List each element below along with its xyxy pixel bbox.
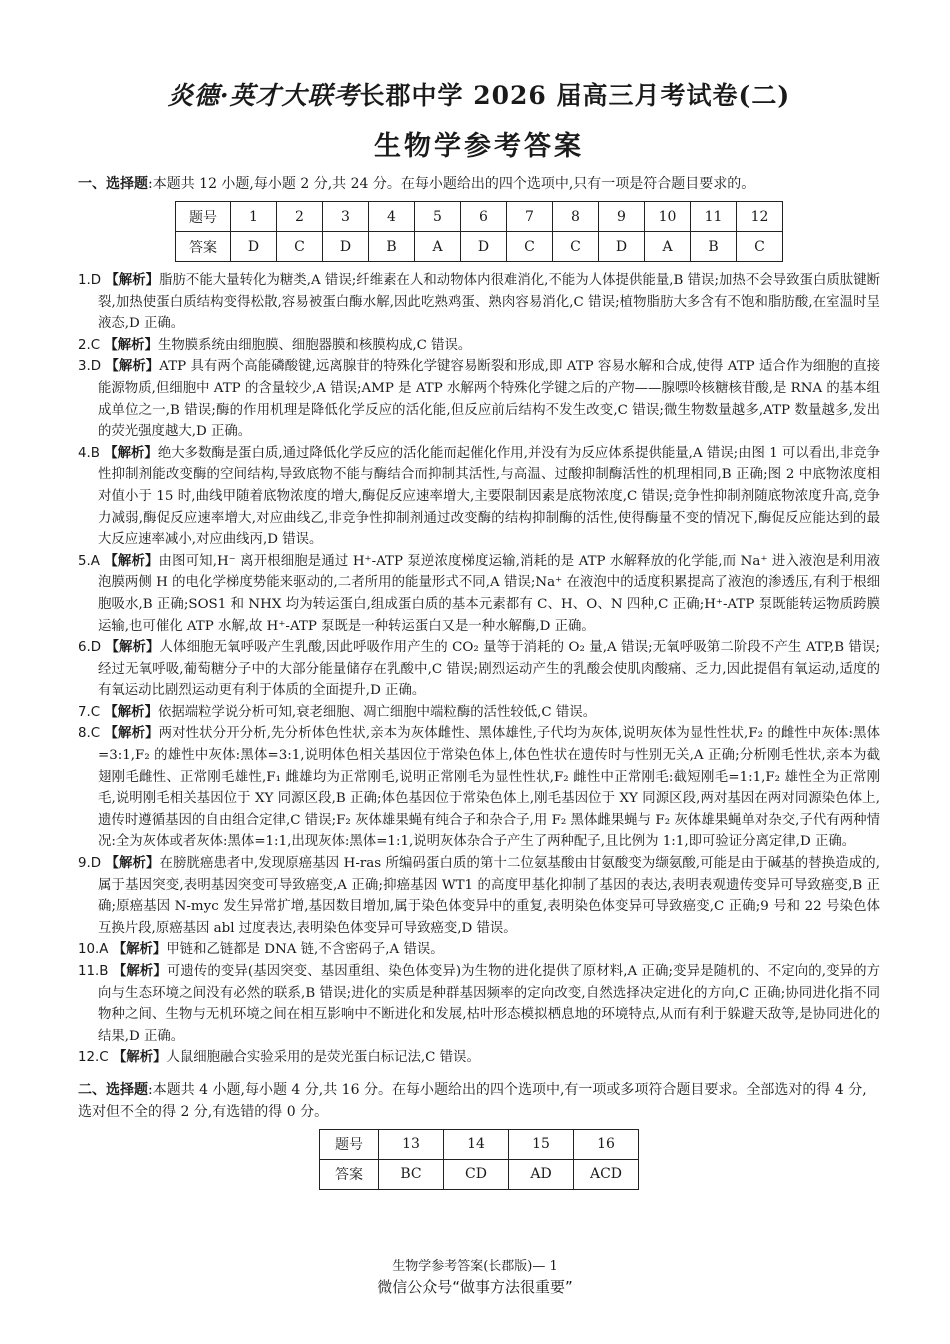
table-cell: C: [553, 232, 599, 262]
item-number: 11.B: [78, 964, 109, 979]
table-cell: 5: [415, 202, 461, 232]
table-cell: 6: [461, 202, 507, 232]
item-tag: 【解析】: [104, 725, 159, 742]
table-cell: 15: [509, 1129, 574, 1159]
explanation-item-11: [78, 961, 880, 1047]
item-text: 甲链和乙链都是 DNA 链,不含密码子,A 错误。: [166, 942, 444, 958]
item-text: 脂肪不能大量转化为糖类,A 错误;纤维素在人和动物体内很难消化,不能为人体提供能量,B 错误;加热不会导致蛋白质肽键断裂,加热使蛋白质结构变得松散,容易被蛋白酶水解,因此吃熟鸡蛋、熟肉容易消化,C 错误;植物脂肪大多含有不饱和脂肪酸,在室温时呈液态,D 正确。: [98, 273, 881, 332]
table-cell: 13: [379, 1129, 444, 1159]
item-tag: 【解析】: [112, 963, 167, 979]
explanation-item-10: [78, 939, 880, 961]
wechat-caption: 微信公众号“做事方法很重要”: [377, 1278, 573, 1296]
section1-answer-table: [175, 201, 783, 262]
item-number: 5.A: [78, 553, 100, 569]
item-number: 2.C: [78, 337, 101, 353]
section2-heading: [78, 1079, 880, 1123]
table-cell: 9: [599, 202, 645, 232]
table-cell: B: [691, 232, 737, 262]
table-cell: A: [645, 232, 691, 262]
exam-brand: 炎德·英才大联考: [167, 81, 360, 110]
table-cell: C: [737, 232, 783, 262]
table-cell: C: [277, 232, 323, 262]
table-cell: 7: [507, 202, 553, 232]
item-number: 3.D: [78, 359, 102, 375]
table-row-questions: [320, 1129, 639, 1159]
item-tag: 【解析】: [105, 639, 160, 656]
table-row-questions: [176, 202, 783, 232]
table-header-question: 题号: [320, 1129, 379, 1159]
table-cell: 16: [574, 1129, 639, 1159]
item-number: 7.C: [78, 704, 101, 720]
table-cell: AD: [509, 1159, 574, 1189]
explanation-item-8: [78, 723, 880, 853]
answer-sheet-page: [78, 70, 880, 1198]
explanation-item-9: [78, 853, 880, 939]
table-cell: 1: [231, 202, 277, 232]
table-cell: 3: [323, 202, 369, 232]
table-cell: D: [231, 232, 277, 262]
item-text: 生物膜系统由细胞膜、细胞器膜和核膜构成,C 错误。: [157, 337, 472, 353]
item-text: ATP 具有两个高能磷酸键,远离腺苷的特殊化学键容易断裂和形成,即 ATP 容易水解和合成,使得 ATP 适合作为细胞的直接能源物质,但细胞中 ATP 的含量较少,A 错误;AMP 是 ATP 水解两个特殊化学键之后的产物——腺嘌呤核糖核苷酸,是 RNA 的基本组成单位之一,B 错误;酶的作用机理是降低化学反应的活化能,但反应前后结构不发生改变,C 错误;微生物数量越多,ATP 数量越多,发出的荧光强度越大,D 正确。: [98, 359, 881, 440]
table-cell: ACD: [574, 1159, 639, 1189]
item-text: 人体细胞无氧呼吸产生乳酸,因此呼吸作用产生的 CO₂ 量等于消耗的 O₂ 量,A 错误;无氧呼吸第二阶段不产生 ATP,B 错误;经过无氧呼吸,葡萄糖分子中的大部分能量储存在乳酸中,C 错误;剧烈运动产生的乳酸会使肌肉酸痛、乏力,因此提倡有氧运动,适度的有氧运动比剧烈运动更有利于体质的全面提升,D 正确。: [98, 640, 880, 699]
table-row-answers: [176, 232, 783, 262]
item-text: 人鼠细胞融合实验采用的是荧光蛋白标记法,C 错误。: [166, 1050, 480, 1066]
item-tag: 【解析】: [105, 855, 160, 872]
table-cell: CD: [444, 1159, 509, 1189]
table-cell: C: [507, 232, 553, 262]
section2-description: :本题共 4 小题,每小题 4 分,共 16 分。在每小题给出的四个选项中,有一项或多项符合题目要求。全部选对的得 4 分,选对但不全的得 2 分,有选错的得 0 分。: [78, 1081, 867, 1120]
item-number: 6.D: [78, 640, 102, 656]
section2-answer-table: [319, 1129, 639, 1190]
explanation-item-7: [78, 702, 880, 724]
item-tag: 【解析】: [104, 703, 158, 720]
item-tag: 【解析】: [105, 272, 160, 288]
item-text: 由图可知,H⁻ 离开根细胞是通过 H⁺-ATP 泵逆浓度梯度运输,消耗的是 ATP 水解释放的化学能,而 Na⁺ 进入液泡是利用液泡膜两侧 H 的电化学梯度势能来驱动的,二者所用的能量形式不同,A 错误;Na⁺ 在液泡中的适度积累提高了液泡的渗透压,有利于根细胞吸水,B 正确;SOS1 和 NHX 均为转运蛋白,组成蛋白质的基本元素都有 C、H、O、N 四种,C 正确;H⁺-ATP 泵既能转运物质跨膜运输,也可催化 ATP 水解,故 H⁺-ATP 泵既是一种转运蛋白又是一种水解酶,D 正确。: [98, 553, 881, 634]
item-tag: 【解析】: [112, 1049, 167, 1066]
table-cell: D: [323, 232, 369, 262]
item-tag: 【解析】: [112, 941, 167, 958]
explanation-item-6: [78, 637, 880, 702]
item-number: 1.D: [78, 273, 102, 288]
table-header-question: 题号: [176, 202, 231, 232]
table-cell: D: [461, 232, 507, 262]
explanation-item-12: [78, 1047, 880, 1069]
item-tag: 【解析】: [104, 552, 159, 569]
table-cell: 10: [645, 202, 691, 232]
table-cell: D: [599, 232, 645, 262]
explanation-item-1: [78, 270, 880, 335]
explanation-item-4: [78, 443, 880, 551]
table-cell: A: [415, 232, 461, 262]
table-cell: 14: [444, 1129, 509, 1159]
exam-name: 长郡中学 2026 届高三月考试卷(二): [359, 81, 791, 110]
section1-description: :本题共 12 小题,每小题 2 分,共 24 分。在每小题给出的四个选项中,只有一项是符合题目要求的。: [148, 176, 756, 192]
table-cell: 4: [369, 202, 415, 232]
section1-title: 一、选择题: [78, 176, 148, 192]
table-row-answers: [320, 1159, 639, 1189]
table-header-answer: 答案: [320, 1159, 379, 1189]
document-subtitle: 生物学参考答案: [374, 131, 584, 162]
item-number: 12.C: [78, 1050, 109, 1066]
section2-title: 二、选择题: [78, 1081, 148, 1098]
table-cell: 11: [691, 202, 737, 232]
table-cell: BC: [379, 1159, 444, 1189]
item-tag: 【解析】: [105, 358, 160, 375]
page-footer: 生物学参考答案(长郡版)— 1: [392, 1259, 558, 1274]
item-number: 9.D: [78, 856, 102, 872]
item-text: 绝大多数酶是蛋白质,通过降低化学反应的活化能而起催化作用,并没有为反应体系提供能量,A 错误;由图 1 可以看出,非竞争性抑制剂能改变酶的空间结构,导致底物不能与酶结合而抑制其活性,与高温、过酸抑制酶活性的机理相同,B 正确;图 2 中底物浓度相对值小于 15 时,曲线甲随着底物浓度的增大,酶促反应速率增大,主要限制因素是底物浓度,C 错误;竞争性抑制剂随底物浓度升高,竞争力减弱,酶促反应速率增大,对应曲线乙,非竞争性抑制剂通过改变酶的结构抑制酶的活性,使得酶量不变的情况下,酶促反应能达到的最大反应速率减小,对应曲线丙,D 错误。: [98, 445, 880, 548]
item-text: 可遗传的变异(基因突变、基因重组、染色体变异)为生物的进化提供了原材料,A 正确;变异是随机的、不定向的,变异的方向与生态环境之间没有必然的联系,B 错误;进化的实质是种群基因频率的定向改变,自然选择决定进化的方向,C 正确;协同进化指不同物种之间、生物与无机环境之间在相互影响中不断进化和发展,枯叶形态模拟栖息地的环境特点,从而有利于躲避天敌等,是协同进化的结果,D 正确。: [98, 964, 880, 1044]
item-tag: 【解析】: [104, 336, 158, 353]
table-cell: B: [369, 232, 415, 262]
explanation-item-3: [78, 356, 880, 442]
item-number: 8.C: [78, 726, 101, 742]
explanation-item-2: [78, 335, 880, 357]
table-cell: 12: [737, 202, 783, 232]
item-text: 依据端粒学说分析可知,衰老细胞、凋亡细胞中端粒酶的活性较低,C 错误。: [157, 704, 597, 720]
explanation-item-5: [78, 551, 880, 637]
table-cell: 2: [277, 202, 323, 232]
exam-title: [78, 76, 880, 112]
table-header-answer: 答案: [176, 232, 231, 262]
table-cell: 8: [553, 202, 599, 232]
item-number: 4.B: [78, 445, 100, 461]
section1-heading: [78, 173, 880, 195]
item-number: 10.A: [78, 942, 109, 958]
item-text: 在膀胱癌患者中,发现原癌基因 H-ras 所编码蛋白质的第十二位氨基酸由甘氨酸变为缬氨酸,可能是由于碱基的替换造成的,属于基因突变,表明基因突变可导致癌变,A 正确;抑癌基因 WT1 的高度甲基化抑制了基因的表达,表明表观遗传变异可导致癌变,B 正确;原癌基因 N-myc 发生异常扩增,基因数目增加,属于染色体变异中的重复,表明染色体变异可导致癌变,C 正确;9 号和 22 号染色体互换片段,原癌基因 abl 过度表达,表明染色体变异可导致癌变,D 错误。: [98, 856, 881, 936]
item-text: 两对性状分开分析,先分析体色性状,亲本为灰体雌性、黑体雄性,子代均为灰体,说明灰体为显性性状,F₂ 的雌性中灰体:黑体=3:1,F₂ 的雄性中灰体:黑体=3:1,说明体色相关基因位于常染色体上,体色性状在遗传时与性别无关,A 正确;分析刚毛性状,亲本为截翅刚毛雌性、正常刚毛雄性,F₁ 雌雄均为正常刚毛,说明正常刚毛为显性性状,F₂ 雌性中正常刚毛:截短刚毛=1:1,F₂ 雄性全为正常刚毛,说明刚毛相关基因位于 XY 同源区段,B 正确;体色基因位于常染色体上,刚毛基因位于 XY 同源区段,两对基因在两对同源染色体上,遗传时遵循基因的自由组合定律,C 错误;F₂ 灰体雄果蝇有纯合子和杂合子,用 F₂ 黑体雌果蝇与 F₂ 灰体雄果蝇单对杂交,子代有两种情况:全为灰体或者灰体:黑体=1:1,出现灰体:黑体=1:1,说明灰体杂合子产生了两种配子,且比例为 1:1,即可验证分离定律,D 正确。: [98, 726, 880, 850]
item-tag: 【解析】: [104, 444, 158, 461]
